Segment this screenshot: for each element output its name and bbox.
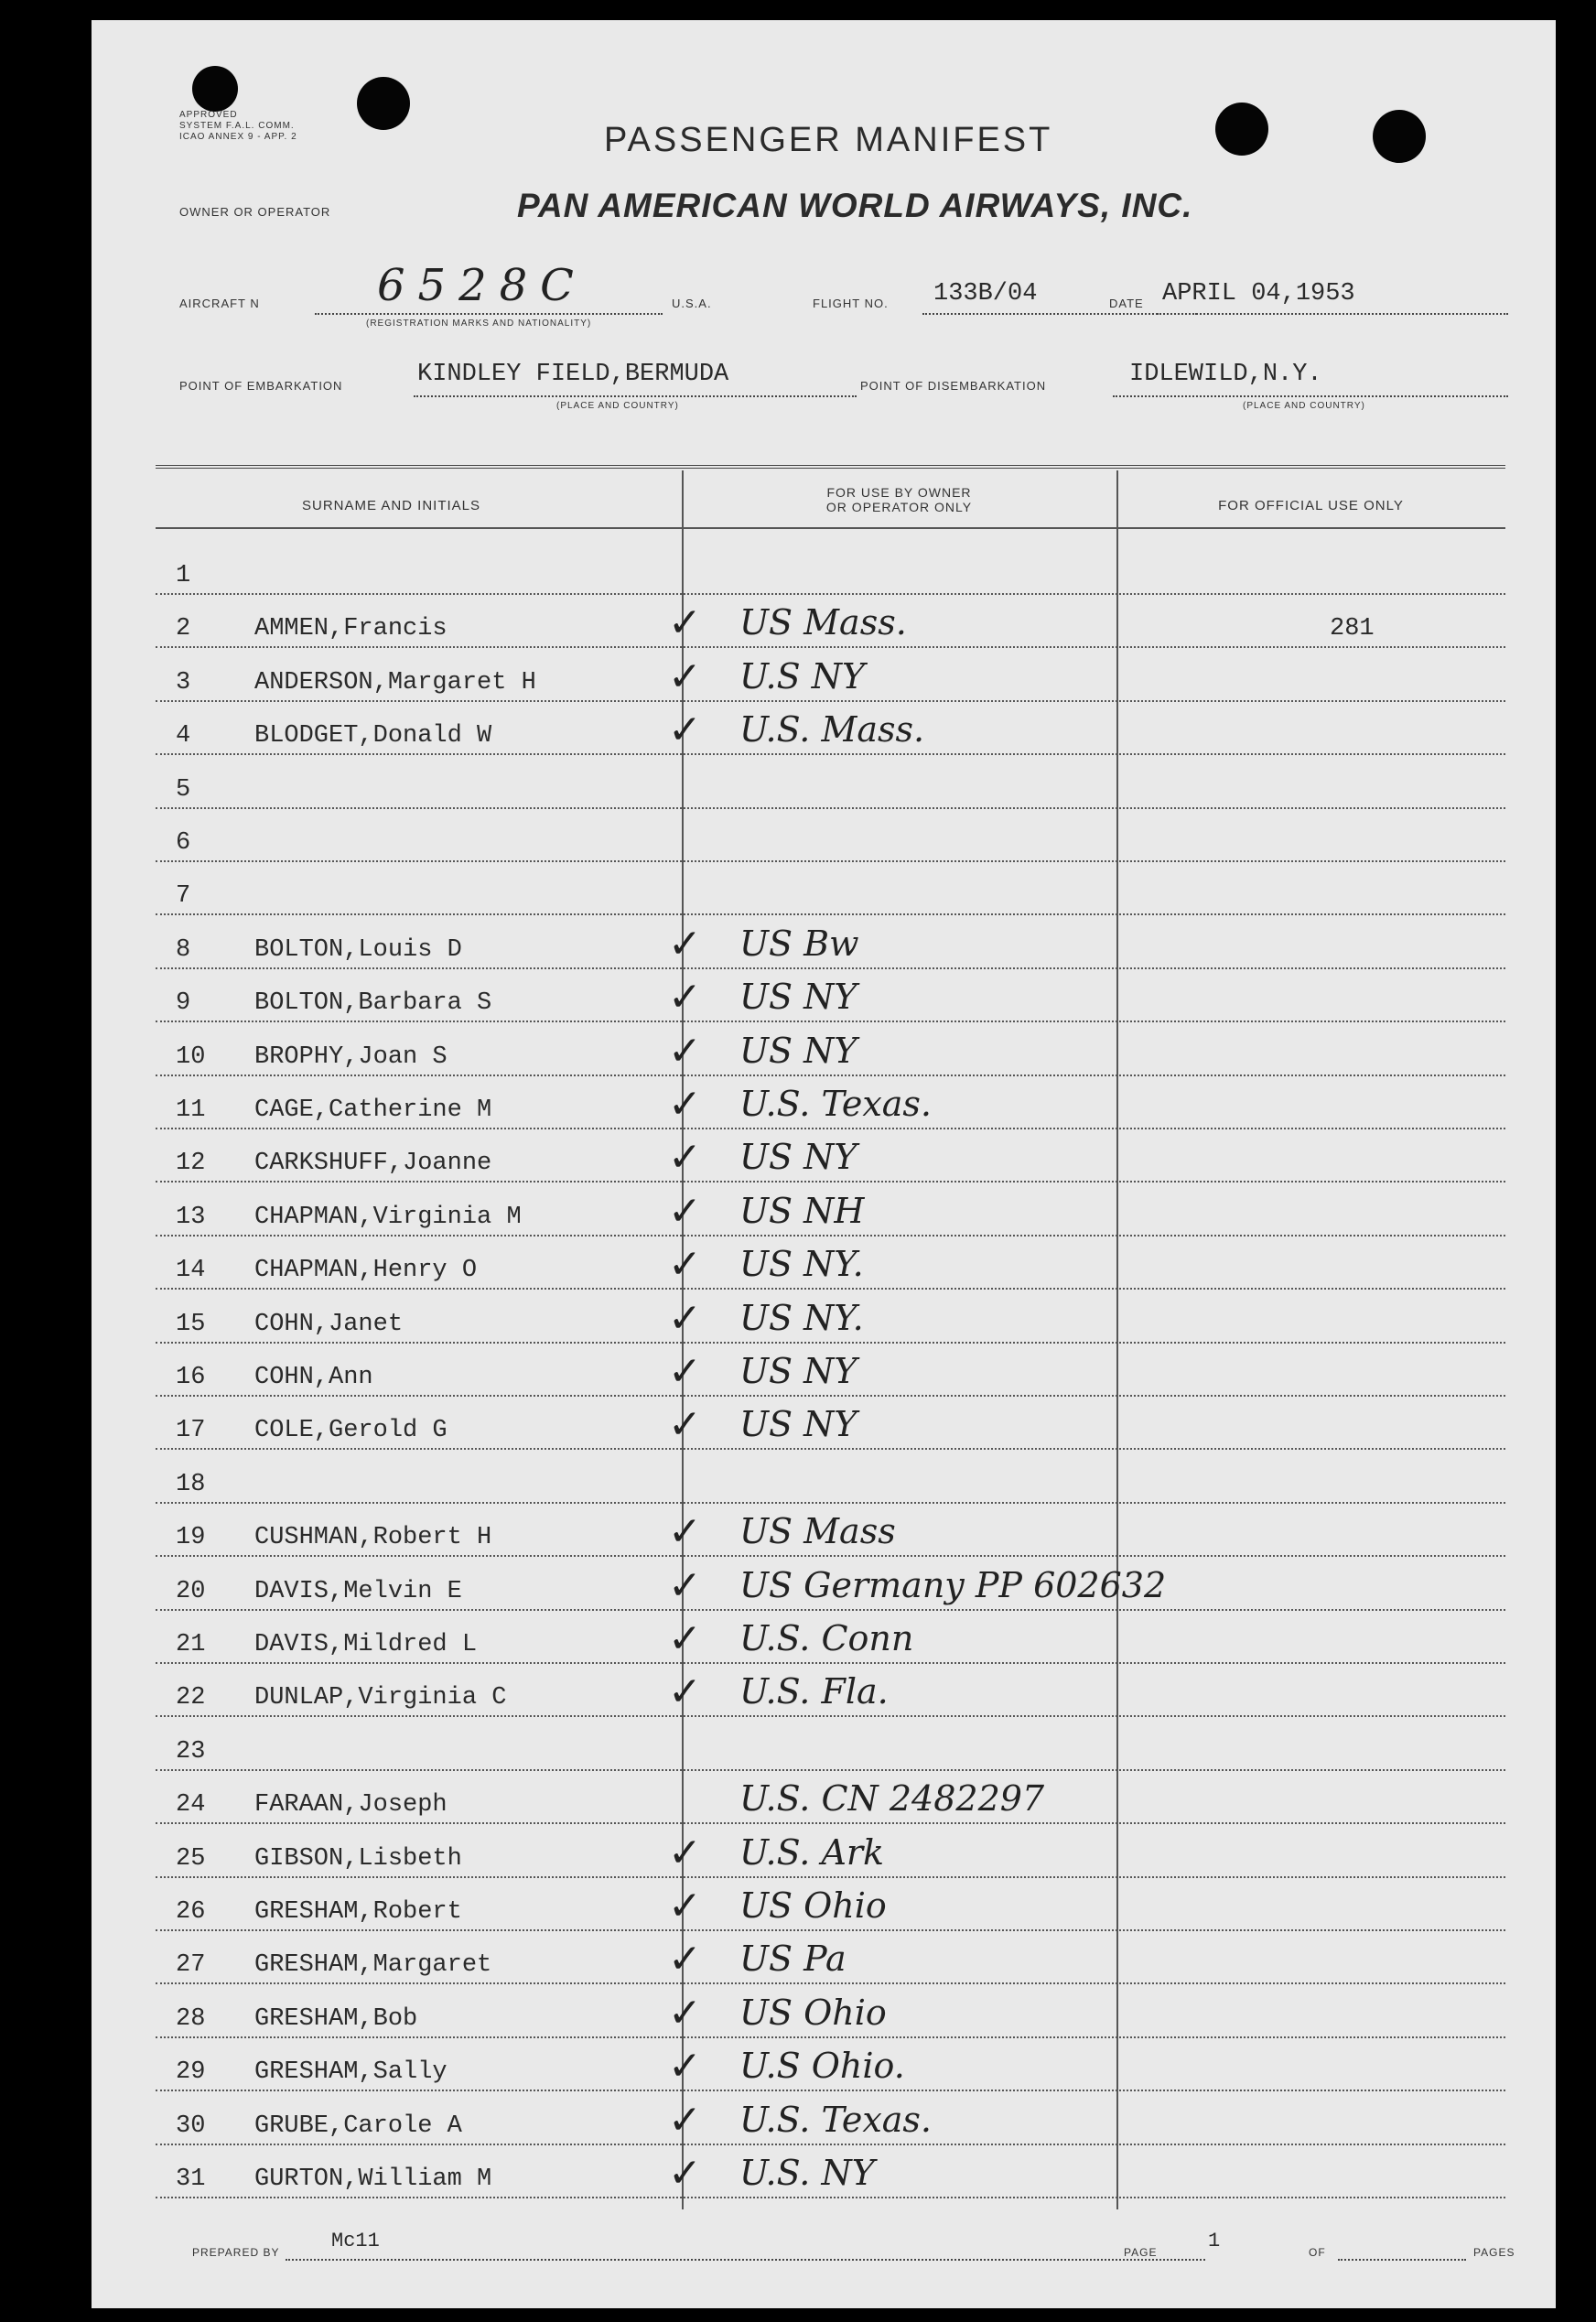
aircraft-underline [315, 313, 663, 315]
disembarkation-label: POINT OF DISEMBARKATION [860, 379, 1047, 393]
nationality-note: US Mass. [739, 602, 907, 643]
nationality-note: U.S. Mass. [739, 709, 925, 751]
row-number: 3 [176, 668, 191, 697]
checkmark-icon: ✓ [668, 653, 702, 700]
checkmark-icon: ✓ [668, 2150, 702, 2197]
checkmark-icon: ✓ [668, 1027, 702, 1075]
aircraft-label: AIRCRAFT N [179, 297, 260, 310]
table-row [156, 1985, 1505, 2038]
table-row [156, 1771, 1505, 1824]
nationality-note: US NY. [739, 1244, 864, 1285]
passenger-name: CHAPMAN,Henry O [254, 1257, 478, 1285]
embarkation-value: KINDLEY FIELD,BERMUDA [417, 361, 729, 388]
passenger-name: BOLTON,Louis D [254, 935, 462, 964]
table-row [156, 1183, 1505, 1237]
passenger-name: COHN,Ann [254, 1364, 373, 1391]
row-number: 11 [176, 1096, 206, 1124]
page-title: PASSENGER MANIFEST [604, 121, 1053, 159]
embarkation-underline [414, 395, 857, 397]
date-underline [1157, 313, 1508, 315]
table-row [156, 756, 1505, 809]
passenger-name: DUNLAP,Virginia C [254, 1684, 507, 1712]
table-row [156, 542, 1505, 595]
table-row [156, 702, 1505, 755]
passenger-name: CARKSHUFF,Joanne [254, 1150, 492, 1178]
nationality-note: U.S Ohio. [739, 2046, 905, 2087]
prepared-by-value: Mc11 [331, 2230, 380, 2252]
nationality-note: U.S. NY [739, 2153, 875, 2193]
passenger-name: COLE,Gerold G [254, 1417, 448, 1445]
passenger-name: CHAPMAN,Virginia M [254, 1203, 522, 1231]
airline-name: PAN AMERICAN WORLD AIRWAYS, INC. [517, 187, 1193, 224]
checkmark-icon: ✓ [668, 1294, 702, 1342]
pages-underline [1338, 2259, 1466, 2261]
row-number: 29 [176, 2058, 206, 2087]
row-number: 22 [176, 1684, 206, 1712]
row-number: 23 [176, 1737, 206, 1766]
passenger-name: BOLTON,Barbara S [254, 989, 492, 1018]
table-row [156, 1129, 1505, 1183]
passenger-name: GRUBE,Carole A [254, 2111, 462, 2140]
flight-underline [922, 313, 1197, 315]
row-number: 27 [176, 1951, 206, 1980]
row-number: 14 [176, 1257, 206, 1285]
passenger-name: BROPHY,Joan S [254, 1042, 448, 1071]
row-number: 25 [176, 1844, 206, 1873]
table-row [156, 1344, 1505, 1397]
row-number: 5 [176, 775, 191, 804]
table-row [156, 2145, 1505, 2198]
table-row [156, 1076, 1505, 1129]
passenger-name: DAVIS,Mildred L [254, 1631, 478, 1658]
nationality-note: US NY [739, 977, 857, 1018]
owner-use-line: OR OPERATOR ONLY [825, 500, 973, 514]
passenger-name: GURTON,William M [254, 2165, 492, 2193]
passenger-name: GRESHAM,Sally [254, 2058, 448, 2087]
table-row [156, 916, 1505, 969]
table-row [156, 862, 1505, 915]
page-label: PAGE [1124, 2246, 1158, 2259]
row-number: 17 [176, 1417, 206, 1445]
table-row [156, 1558, 1505, 1611]
table-row [156, 809, 1505, 862]
aircraft-country: U.S.A. [672, 297, 712, 310]
nationality-note: US Pa [739, 1939, 847, 1980]
aircraft-caption: (REGISTRATION MARKS AND NATIONALITY) [366, 319, 592, 329]
row-number: 15 [176, 1310, 206, 1338]
row-number: 28 [176, 2004, 206, 2033]
table-row [156, 1023, 1505, 1076]
row-number: 26 [176, 1898, 206, 1926]
table-row [156, 595, 1505, 648]
row-number: 8 [176, 935, 191, 964]
nationality-note: U.S. Texas. [739, 1084, 933, 1124]
nationality-note: U.S NY [739, 655, 866, 697]
row-number: 30 [176, 2111, 206, 2140]
row-number: 4 [176, 722, 191, 751]
nationality-note: U.S. Fla. [739, 1671, 889, 1712]
nationality-note: US Mass [739, 1511, 896, 1552]
row-number: 6 [176, 829, 191, 857]
nationality-note: U.S. Texas. [739, 2099, 933, 2140]
approval-line: SYSTEM F.A.L. COMM. [179, 121, 295, 131]
prepared-by-underline [286, 2259, 1205, 2261]
row-number: 7 [176, 882, 191, 911]
punch-hole [1373, 110, 1426, 163]
disembarkation-caption: (PLACE AND COUNTRY) [1243, 401, 1365, 411]
table-row [156, 1291, 1505, 1344]
table-row [156, 1611, 1505, 1664]
checkmark-icon: ✓ [668, 2096, 702, 2144]
table-row [156, 2038, 1505, 2091]
passenger-name: CAGE,Catherine M [254, 1096, 492, 1124]
table-row [156, 1451, 1505, 1504]
row-number: 31 [176, 2165, 206, 2193]
row-number: 20 [176, 1577, 206, 1605]
row-number: 18 [176, 1470, 206, 1498]
passenger-name: BLODGET,Donald W [254, 722, 492, 751]
approval-line: ICAO ANNEX 9 - APP. 2 [179, 132, 297, 142]
table-row [156, 969, 1505, 1022]
checkmark-icon: ✓ [668, 1508, 702, 1556]
passenger-name: CUSHMAN,Robert H [254, 1524, 492, 1552]
nationality-note: US Bw [739, 923, 859, 964]
embarkation-label: POINT OF EMBARKATION [179, 379, 343, 393]
owner-operator-label: OWNER OR OPERATOR [179, 205, 331, 219]
row-number: 16 [176, 1364, 206, 1391]
checkmark-icon: ✓ [668, 1187, 702, 1235]
nationality-note: US Ohio [739, 1992, 887, 2033]
table-row [156, 649, 1505, 702]
row-number: 13 [176, 1203, 206, 1231]
passenger-name: GRESHAM,Robert [254, 1898, 462, 1926]
nationality-note: US NY [739, 1137, 857, 1178]
approval-stamp [179, 110, 297, 143]
row-rule [156, 2197, 1505, 2198]
row-number: 21 [176, 1631, 206, 1658]
table-row [156, 1718, 1505, 1771]
checkmark-icon: ✓ [668, 1829, 702, 1876]
row-number: 1 [176, 562, 191, 589]
row-number: 10 [176, 1042, 206, 1071]
table-top-rule [156, 465, 1505, 469]
passenger-name: FARAAN,Joseph [254, 1791, 448, 1820]
checkmark-icon: ✓ [668, 1883, 702, 1929]
passenger-name: COHN,Janet [254, 1310, 404, 1338]
of-label: OF [1309, 2246, 1326, 2259]
official-use-value: 281 [1330, 615, 1375, 643]
passenger-name: GRESHAM,Margaret [254, 1951, 492, 1980]
punch-hole [1215, 103, 1268, 156]
flight-date: APRIL 04,1953 [1162, 280, 1355, 308]
row-number: 24 [176, 1791, 206, 1820]
nationality-note: US NY [739, 1404, 857, 1445]
row-number: 2 [176, 615, 191, 643]
checkmark-icon: ✓ [668, 1081, 702, 1128]
prepared-by-label: PREPARED BY [192, 2246, 280, 2259]
aircraft-registration: 6528C [377, 260, 587, 311]
nationality-note: US Germany PP 602632 [739, 1564, 1167, 1605]
table-row [156, 1237, 1505, 1290]
nationality-note: U.S. Ark [739, 1831, 885, 1873]
passenger-name: ANDERSON,Margaret H [254, 668, 536, 697]
nationality-note: US NY [739, 1030, 857, 1071]
passenger-name: AMMEN,Francis [254, 615, 448, 643]
flight-number: 133B/04 [933, 280, 1038, 308]
table-row [156, 1931, 1505, 1984]
approval-line: APPROVED [179, 110, 238, 120]
checkmark-icon: ✓ [668, 974, 702, 1021]
nationality-note: US NY. [739, 1297, 864, 1338]
row-number: 19 [176, 1524, 206, 1552]
date-label: DATE [1109, 297, 1144, 310]
checkmark-icon: ✓ [668, 1989, 702, 2036]
checkmark-icon: ✓ [668, 2043, 702, 2090]
owner-use-line: FOR USE BY OWNER [826, 485, 972, 500]
table-row [156, 1878, 1505, 1931]
checkmark-icon: ✓ [668, 707, 702, 754]
header-bottom-rule [156, 527, 1505, 529]
column-header-surname: SURNAME AND INITIALS [302, 498, 481, 513]
pages-label: PAGES [1473, 2246, 1515, 2259]
checkmark-icon: ✓ [668, 1615, 702, 1662]
table-row [156, 1504, 1505, 1557]
punch-hole [192, 66, 238, 112]
page-number: 1 [1208, 2230, 1221, 2252]
checkmark-icon: ✓ [668, 920, 702, 967]
checkmark-icon: ✓ [668, 1561, 702, 1609]
passenger-name: GIBSON,Lisbeth [254, 1844, 462, 1873]
checkmark-icon: ✓ [668, 1348, 702, 1395]
column-header-official-use: FOR OFFICIAL USE ONLY [1218, 498, 1404, 513]
nationality-note: U.S. CN 2482297 [739, 1778, 1045, 1820]
punch-hole [357, 77, 410, 130]
nationality-note: US NY [739, 1351, 857, 1391]
column-header-owner-use [682, 485, 1116, 514]
checkmark-icon: ✓ [668, 1241, 702, 1289]
checkmark-icon: ✓ [668, 1134, 702, 1182]
disembarkation-underline [1113, 395, 1508, 397]
checkmark-icon: ✓ [668, 599, 702, 647]
checkmark-icon: ✓ [668, 1401, 702, 1449]
checkmark-icon: ✓ [668, 1669, 702, 1716]
embarkation-caption: (PLACE AND COUNTRY) [556, 401, 679, 411]
passenger-name: DAVIS,Melvin E [254, 1577, 462, 1605]
table-row [156, 1825, 1505, 1878]
row-number: 9 [176, 989, 191, 1018]
checkmark-icon: ✓ [668, 1936, 702, 1983]
table-row [156, 1664, 1505, 1717]
nationality-note: U.S. Conn [739, 1618, 914, 1658]
flight-label: FLIGHT NO. [813, 297, 889, 310]
passenger-name: GRESHAM,Bob [254, 2004, 418, 2033]
nationality-note: US Ohio [739, 1885, 887, 1926]
disembarkation-value: IDLEWILD,N.Y. [1129, 361, 1322, 388]
table-row [156, 2092, 1505, 2145]
manifest-sheet [92, 20, 1556, 2308]
nationality-note: US NH [739, 1190, 865, 1231]
row-number: 12 [176, 1150, 206, 1178]
table-row [156, 1397, 1505, 1450]
